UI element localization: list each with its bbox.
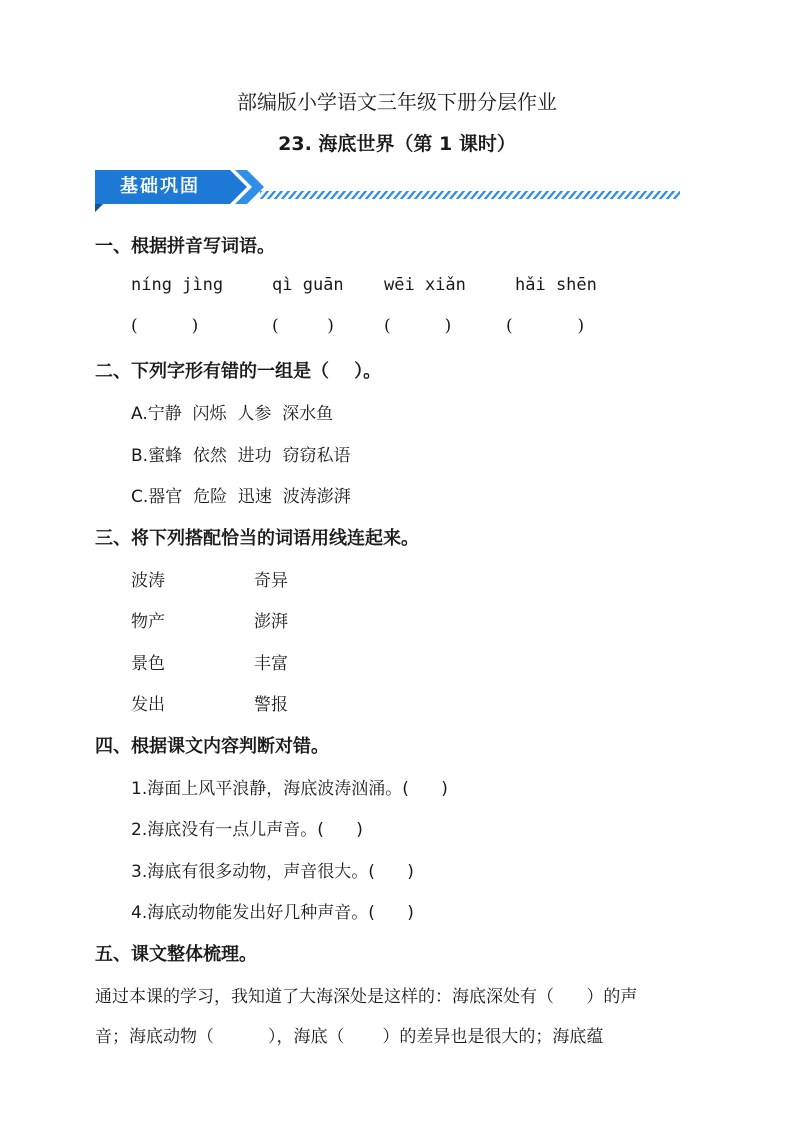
pinyin-3: wēi xiǎn [384,275,466,295]
match-left-2[interactable]: 物产 [131,612,165,632]
judge-item-2[interactable]: 2.海底没有一点儿声音。( ) [131,820,363,840]
match-left-4[interactable]: 发出 [131,695,165,715]
lesson-title: 23. 海底世界（第 1 课时） [278,133,516,155]
judge-item-1[interactable]: 1.海面上风平浪静，海底波涛汹涌。( ) [131,779,448,799]
match-left-1[interactable]: 波涛 [131,571,165,591]
blank-3[interactable]: ( ) [384,316,452,336]
pinyin-4: hǎi shēn [515,275,597,295]
blank-2[interactable]: ( ) [272,316,334,336]
banner-label: 基础巩固 [120,176,200,197]
match-right-3[interactable]: 丰富 [254,654,288,674]
q3-heading: 三、将下列搭配恰当的词语用线连起来。 [95,528,419,549]
judge-item-4[interactable]: 4.海底动物能发出好几种声音。( ) [131,903,414,923]
pinyin-2: qì guān [272,275,344,295]
summary-line-2[interactable]: 音；海底动物（ ），海底（ ）的差异也是很大的；海底蕴 [95,1027,604,1047]
document-title: 部编版小学语文三年级下册分层作业 [237,90,557,114]
q5-heading: 五、课文整体梳理。 [95,944,257,965]
pinyin-1: níng jìng [131,275,224,295]
judge-item-3[interactable]: 3.海底有很多动物，声音很大。( ) [131,862,414,882]
match-right-2[interactable]: 澎湃 [254,612,288,632]
q4-heading: 四、根据课文内容判断对错。 [95,736,329,757]
q1-heading: 一、根据拼音写词语。 [95,236,275,257]
match-left-3[interactable]: 景色 [131,654,165,674]
match-right-4[interactable]: 警报 [254,695,288,715]
q2-heading: 二、下列字形有错的一组是（ ）。 [95,361,382,382]
match-right-1[interactable]: 奇异 [254,571,288,591]
summary-line-1[interactable]: 通过本课的学习，我知道了大海深处是这样的：海底深处有（ ）的声 [95,987,638,1007]
option-a[interactable]: A.宁静 闪烁 人参 深水鱼 [131,404,334,424]
section-banner [95,170,685,212]
blank-1[interactable]: ( ) [131,316,199,336]
option-b[interactable]: B.蜜蜂 依然 进功 窃窃私语 [131,446,351,466]
blank-4[interactable]: ( ) [506,316,585,336]
option-c[interactable]: C.器官 危险 迅速 波涛澎湃 [131,487,351,507]
